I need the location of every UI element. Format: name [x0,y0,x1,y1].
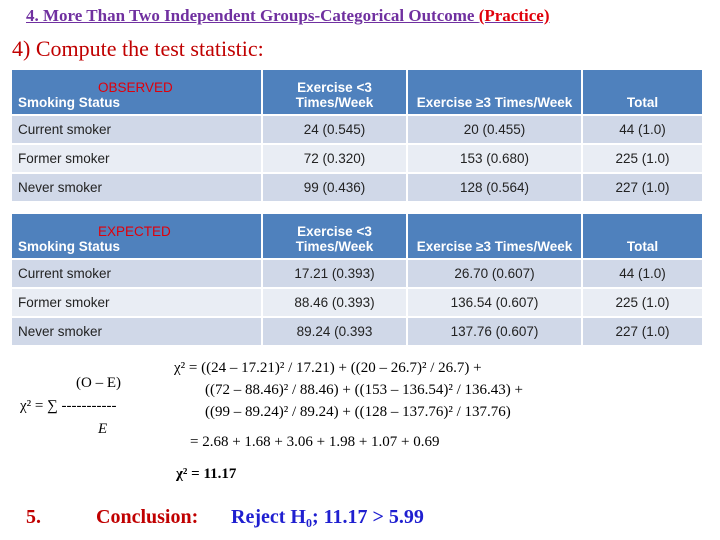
conclusion-label: Conclusion: [96,506,199,528]
calc-line-2: ((72 – 88.46)² / 88.46) + ((153 – 136.54)² / 136.43) + [205,382,523,398]
calc-line-1: χ² = ((24 – 17.21)² / 17.21) + ((20 – 26.7)² / 26.7) + [174,360,482,376]
observed-tag: OBSERVED [98,80,173,95]
formula-numerator: (O – E) [76,375,121,391]
table-row [12,144,702,173]
table-cell: 89.24 (0.393 [262,317,407,345]
expected-header-lt3: Exercise <3 Times/Week [262,214,407,259]
row-label: Never smoker [12,317,262,345]
title-practice: (Practice) [478,6,550,25]
expected-table [12,214,702,345]
title-text: 4. More Than Two Independent Groups-Categorical Outcome [26,6,479,25]
observed-header-lt3: Exercise <3 Times/Week [262,70,407,115]
conclusion-number: 5. [26,506,41,528]
table-cell: 26.70 (0.607) [407,259,582,288]
table-cell: 72 (0.320) [262,144,407,173]
table-cell: 17.21 (0.393) [262,259,407,288]
table-row [12,259,702,288]
expected-header-ge3: Exercise ≥3 Times/Week [407,214,582,259]
table-cell: 44 (1.0) [582,259,702,288]
table-cell: 99 (0.436) [262,173,407,201]
observed-header-status: OBSERVED Smoking Status [12,70,262,115]
expected-tag: EXPECTED [98,224,171,239]
row-label: Never smoker [12,173,262,201]
table-cell: 153 (0.680) [407,144,582,173]
calc-line-3: ((99 – 89.24)² / 89.24) + ((128 – 137.76)² / 137.76) [205,404,511,420]
table-cell: 227 (1.0) [582,173,702,201]
conclusion-text: Reject H₀; 11.17 > 5.99 [231,506,424,528]
row-label: Former smoker [12,288,262,317]
formula-sum-line: χ² = ∑ ----------- [20,398,117,414]
table-cell: 24 (0.545) [262,115,407,144]
table-cell: 225 (1.0) [582,144,702,173]
row-label: Former smoker [12,144,262,173]
row-label: Current smoker [12,259,262,288]
table-cell: 128 (0.564) [407,173,582,201]
table-cell: 88.46 (0.393) [262,288,407,317]
table-cell: 20 (0.455) [407,115,582,144]
observed-header-total: Total [582,70,702,115]
calc-sum: = 2.68 + 1.68 + 3.06 + 1.98 + 1.07 + 0.69 [190,434,440,450]
chi-square-result: χ² = 11.17 [176,466,237,482]
expected-header-total: Total [582,214,702,259]
table-cell: 44 (1.0) [582,115,702,144]
table-row [12,173,702,201]
observed-table [12,70,702,201]
observed-header-ge3: Exercise ≥3 Times/Week [407,70,582,115]
step-heading: 4) Compute the test statistic: [12,36,264,61]
slide-title [26,6,550,26]
table-cell: 137.76 (0.607) [407,317,582,345]
table-row [12,317,702,345]
table-cell: 136.54 (0.607) [407,288,582,317]
table-row [12,288,702,317]
table-cell: 227 (1.0) [582,317,702,345]
table-row [12,115,702,144]
row-label: Current smoker [12,115,262,144]
formula-denominator: E [98,421,108,437]
expected-header-status: EXPECTED Smoking Status [12,214,262,259]
table-cell: 225 (1.0) [582,288,702,317]
